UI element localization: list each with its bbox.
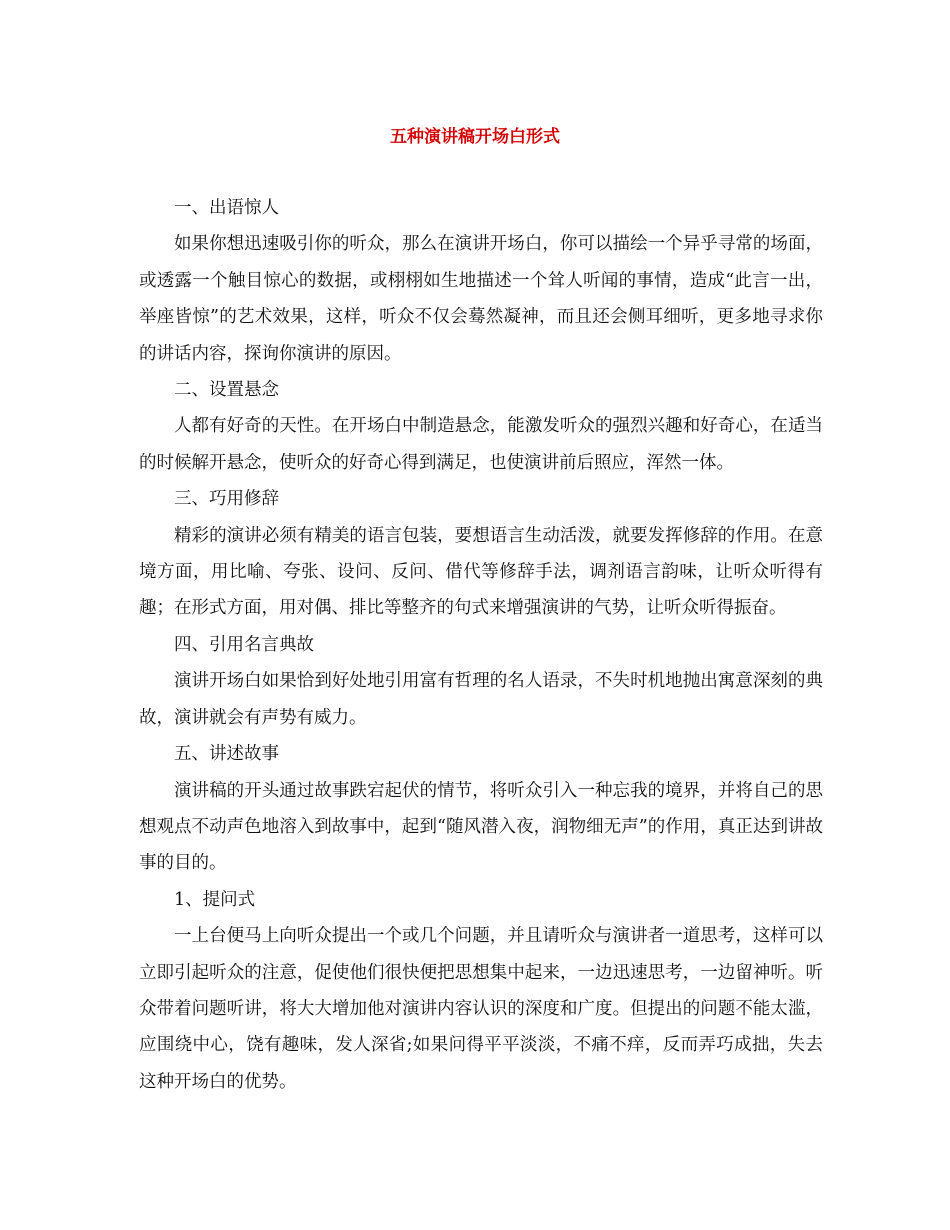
section-paragraph-2: 人都有好奇的天性。在开场白中制造悬念，能激发听众的强烈兴趣和好奇心，在适当的时候解开悬念，使听众的好奇心得到满足，也使演讲前后照应，浑然一体。 bbox=[139, 416, 823, 473]
subsection-paragraph-1: 一上台便马上向听众提出一个或几个问题，并且请听众与演讲者一道思考，这样可以立即引起听众的注意，促使他们很快便把思想集中起来，一边迅速思考，一边留神听。听众带着问题听讲，将大大增加他对演讲内容认识的深度和广度。但提出的问题不能太滥，应围绕中心，饶有趣味，发人深省;如果问得平平淡淡，不痛不痒，反而弄巧成拙，失去这种开场白的优势。 bbox=[139, 926, 823, 1092]
section-heading-3: 三、巧用修辞 bbox=[174, 489, 279, 510]
subsection-heading-1: 1、提问式 bbox=[174, 889, 256, 910]
section-paragraph-5: 演讲稿的开头通过故事跌宕起伏的情节，将听众引入一种忘我的境界，并将自己的思想观点不动声色地溶入到故事中，起到“随风潜入夜，润物细无声”的作用，真正达到讲故事的目的。 bbox=[139, 780, 823, 874]
section-heading-5: 五、讲述故事 bbox=[174, 744, 279, 765]
section-paragraph-3: 精彩的演讲必须有精美的语言包装，要想语言生动活泼，就要发挥修辞的作用。在意境方面，用比喻、夸张、设问、反问、借代等修辞手法，调剂语言韵味，让听众听得有趣；在形式方面，用对偶、排比等整齐的句式来增强演讲的气势，让听众听得振奋。 bbox=[139, 525, 823, 619]
section-heading-4: 四、引用名言典故 bbox=[174, 634, 314, 655]
section-heading-1: 一、出语惊人 bbox=[174, 198, 279, 218]
document-title: 五种演讲稿开场白形式 bbox=[390, 127, 560, 147]
section-paragraph-4: 演讲开场白如果恰到好处地引用富有哲理的名人语录，不失时机地抛出寓意深刻的典故，演讲就会有声势有威力。 bbox=[139, 671, 823, 728]
section-heading-2: 二、设置悬念 bbox=[174, 380, 279, 401]
document-body bbox=[139, 190, 823, 1100]
section-paragraph-1: 如果你想迅速吸引你的听众，那么在演讲开场白，你可以描绘一个异乎寻常的场面，或透露一个触目惊心的数据，或栩栩如生地描述一个耸人听闻的事情，造成“此言一出，举座皆惊”的艺术效果，这样，听众不仅会蓦然凝神，而且还会侧耳细听，更多地寻求你的讲话内容，探询你演讲的原因。 bbox=[139, 234, 823, 364]
